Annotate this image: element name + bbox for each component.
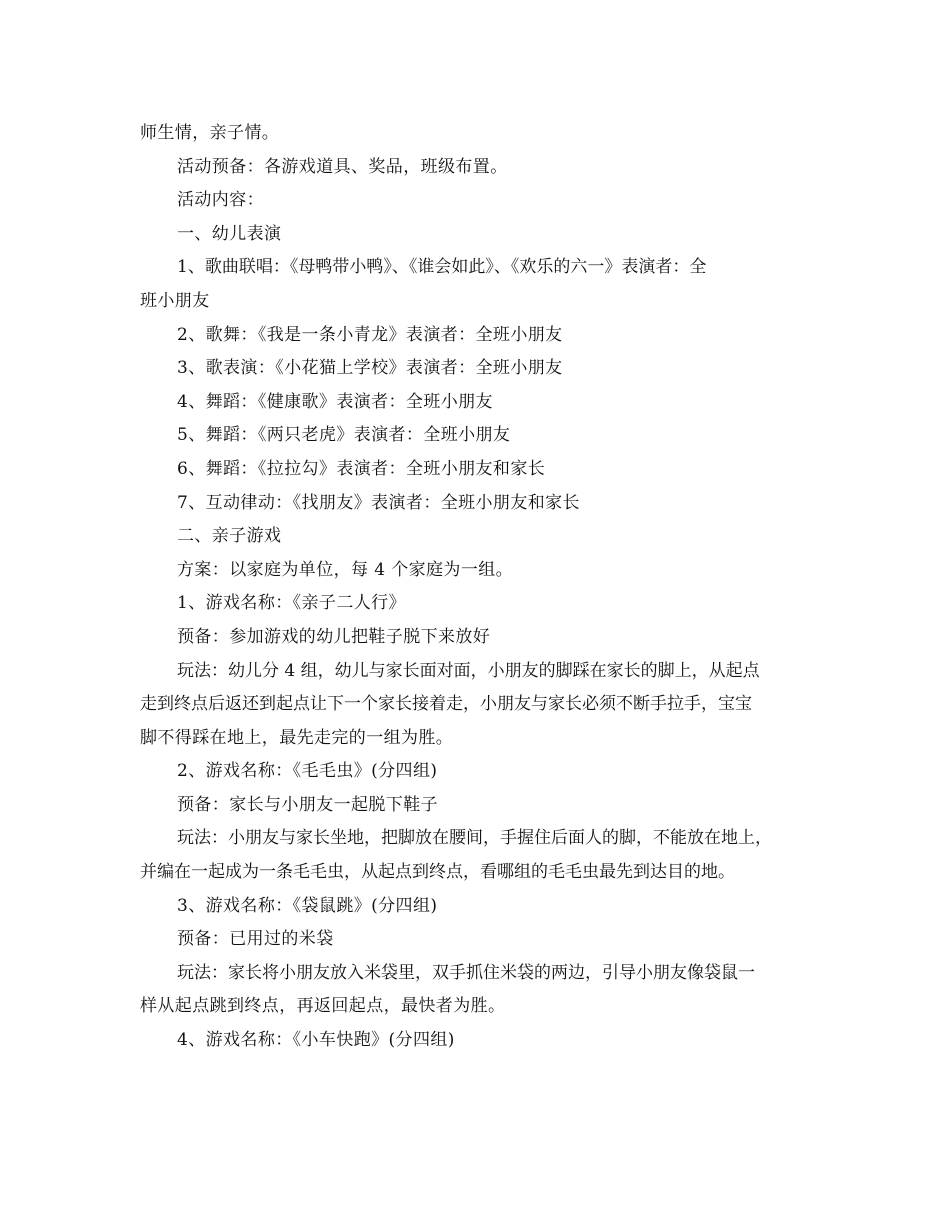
text-line: 活动预备：各游戏道具、奖品，班级布置。 — [177, 156, 508, 177]
text-line: 玩法：小朋友与家长坐地，把脚放在腰间，手握住后面人的脚，不能放在地上， — [177, 828, 772, 849]
text-line: 1、歌曲联唱：《母鸭带小鸭》、《谁会如此》、《欢乐的六一》表演者：全 — [177, 257, 707, 278]
text-line: 5、舞蹈：《两只老虎》表演者：全班小朋友 — [177, 425, 511, 446]
text-line: 师生情，亲子情。 — [140, 123, 280, 143]
text-line: 1、游戏名称：《亲子二人行》 — [177, 593, 406, 614]
text-line: 活动内容： — [177, 190, 264, 211]
section-heading: 一、幼儿表演 — [177, 223, 282, 244]
text-line: 2、游戏名称：《毛毛虫》(分四组) — [177, 761, 438, 782]
text-line: 3、游戏名称：《袋鼠跳》(分四组) — [177, 895, 438, 916]
text-line: 班小朋友 — [140, 290, 210, 311]
text-line: 玩法：幼儿分 4 组，幼儿与家长面对面，小朋友的脚踩在家长的脚上，从起点 — [177, 660, 760, 681]
document-body — [140, 117, 830, 1058]
text-line: 6、舞蹈：《拉拉勾》表演者：全班小朋友和家长 — [177, 458, 546, 479]
text-line: 样从起点跳到终点，再返回起点，最快者为胜。 — [140, 996, 506, 1017]
text-line: 预备：已用过的米袋 — [177, 929, 334, 950]
text-line: 7、互动律动：《找朋友》表演者：全班小朋友和家长 — [177, 492, 580, 513]
text-line: 玩法：家长将小朋友放入米袋里，双手抓住米袋的两边，引导小朋友像袋鼠一 — [177, 962, 755, 983]
text-line: 预备：家长与小朋友一起脱下鞋子 — [177, 794, 438, 815]
text-line: 预备：参加游戏的幼儿把鞋子脱下来放好 — [177, 626, 491, 647]
text-line: 4、游戏名称：《小车快跑》(分四组) — [177, 1030, 455, 1051]
text-line: 脚不得踩在地上，最先走完的一组为胜。 — [140, 727, 454, 748]
section-heading: 二、亲子游戏 — [177, 526, 282, 547]
text-line: 4、舞蹈：《健康歌》表演者：全班小朋友 — [177, 391, 493, 412]
text-line: 并编在一起成为一条毛毛虫，从起点到终点，看哪组的毛毛虫最先到达目的地。 — [140, 862, 735, 883]
text-line: 2、歌舞：《我是一条小青龙》表演者：全班小朋友 — [177, 324, 563, 345]
text-line: 方案：以家庭为单位，每 4 个家庭为一组。 — [177, 559, 514, 580]
text-line: 3、歌表演：《小花猫上学校》表演者：全班小朋友 — [177, 358, 563, 379]
text-line: 走到终点后返还到起点让下一个家长接着走，小朋友与家长必须不断手拉手，宝宝 — [140, 694, 752, 715]
